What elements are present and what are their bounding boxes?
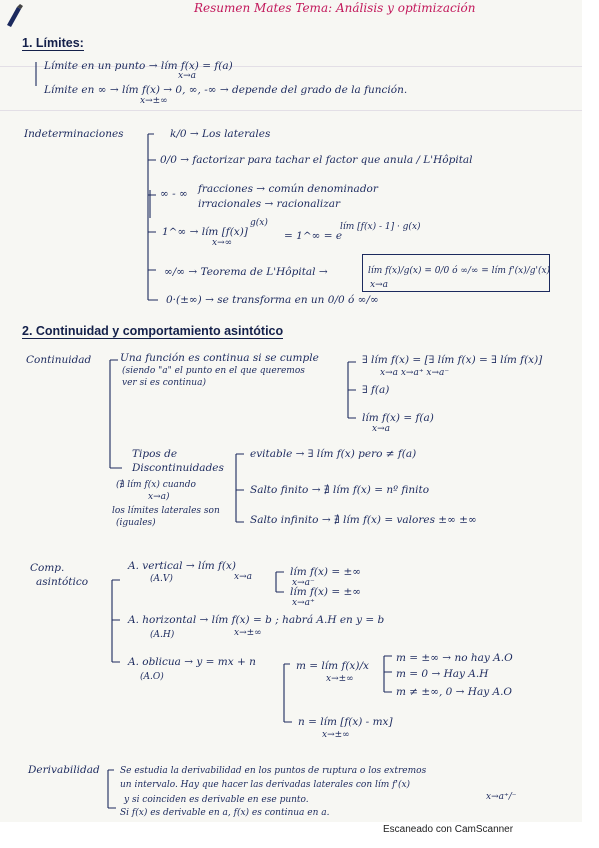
asym-vertical-right-sub: x→a⁺: [292, 598, 315, 608]
asym-vertical: A. vertical → lím f(x): [128, 560, 236, 572]
discont-types-3: (∄ lím f(x) cuando: [116, 480, 196, 490]
indet-0-over-0: 0/0 → factorizar para tachar el factor que anula / L'Hôpital: [160, 154, 473, 166]
derivability-line4: Si f(x) es derivable en a, f(x) es continua en a.: [120, 808, 330, 818]
discont-types-2: Discontinuidades: [132, 462, 224, 474]
asym-vertical-left: lím f(x) = ±∞: [290, 566, 362, 578]
discont-types-5: los límites laterales son: [112, 506, 220, 516]
indet-exp-result: = 1^∞ = e: [284, 230, 343, 242]
oblique-m-case3: m ≠ ±∞, 0 → Hay A.O: [396, 686, 513, 698]
page-title: Resumen Mates Tema: Análisis y optimización: [194, 1, 476, 15]
lhopital-formula: lím f(x)/g(x) = 0/0 ó ∞/∞ = lím f'(x)/g'(x): [368, 266, 551, 276]
oblique-m-sub: x→±∞: [326, 674, 354, 684]
asymptotic-heading-2: asintótico: [36, 576, 89, 588]
oblique-n-formula: n = lím [f(x) - mx]: [298, 716, 393, 728]
derivability-line2: un intervalo. Hay que hacer las derivadas laterales con lím f'(x): [120, 780, 411, 790]
derivability-sub: x→a⁺/⁻: [486, 792, 517, 802]
asym-vertical-sub: x→a: [234, 572, 252, 582]
discont-types-4: x→a): [148, 492, 170, 502]
continuity-def-line1: Una función es continua si se cumple: [120, 352, 319, 364]
limit-point-sub: x→a: [178, 71, 196, 81]
asym-vertical-left-sub: x→a⁻: [292, 578, 315, 588]
asym-vertical-label: (A.V): [150, 574, 173, 584]
indet-lhopital: ∞/∞ → Teorema de L'Hôpital →: [164, 266, 328, 278]
oblique-m-case1: m = ±∞ → no hay A.O: [396, 652, 513, 664]
limit-infinity-sub: x→±∞: [140, 96, 168, 106]
asym-horizontal-label: (A.H): [150, 630, 175, 640]
indet-irrationals: irracionales → racionalizar: [198, 198, 341, 210]
asym-oblique: A. oblicua → y = mx + n: [128, 656, 256, 668]
oblique-m-formula: m = lím f(x)/x: [296, 660, 369, 672]
indet-exp-sub: x→∞: [212, 238, 233, 248]
indet-zero-times-inf: 0·(±∞) → se transforma en un 0/0 ó ∞/∞: [166, 294, 379, 306]
asym-horizontal: A. horizontal → lím f(x) = b ; habrá A.H en y = b: [128, 614, 385, 626]
asymptotic-heading-1: Comp.: [30, 562, 65, 574]
continuity-cond1: ∃ lím f(x) = [∃ lím f(x) = ∃ lím f(x)]: [362, 354, 543, 366]
derivability-line1: Se estudia la derivabilidad en los puntos de ruptura o los extremos: [120, 766, 427, 776]
indet-fractions: fracciones → común denominador: [198, 183, 378, 195]
scanner-watermark: Escaneado con CamScanner: [383, 824, 514, 835]
limit-point: Límite en un punto → lím f(x) = f(a): [44, 60, 233, 72]
continuity-cond1-sub: x→a x→a⁺ x→a⁻: [380, 368, 450, 378]
lhopital-sub: x→a: [370, 280, 388, 290]
indet-exp-exponent: lím [f(x) - 1] · g(x): [340, 222, 421, 232]
section-limits-heading: 1. Límites:: [22, 36, 84, 50]
asym-vertical-right: lím f(x) = ±∞: [290, 586, 362, 598]
discont-types-6: (iguales): [116, 518, 156, 528]
oblique-m-case2: m = 0 → Hay A.H: [396, 668, 489, 680]
derivability-line3: y si coinciden es derivable en ese punto.: [124, 795, 309, 805]
indet-exp-sup: g(x): [250, 218, 268, 228]
oblique-n-sub: x→±∞: [322, 730, 350, 740]
derivability-heading: Derivabilidad: [28, 764, 100, 776]
discont-salto-infinito: Salto infinito → ∄ lím f(x) = valores ±∞ ±∞: [250, 514, 477, 526]
continuity-cond3-sub: x→a: [372, 424, 390, 434]
continuity-def-line3: ver si es continua): [122, 378, 206, 388]
indeterminations-heading: Indeterminaciones: [24, 128, 124, 140]
continuity-cond3: lím f(x) = f(a): [362, 412, 434, 424]
indet-inf-minus-inf: ∞ - ∞: [160, 188, 188, 200]
discont-salto-finito: Salto finito → ∄ lím f(x) = nº finito: [250, 484, 430, 496]
asym-horizontal-sub: x→±∞: [234, 628, 262, 638]
indet-one-power-inf: 1^∞ → lím [f(x)]: [162, 226, 248, 238]
continuity-def-line2: (siendo "a" el punto en el que queremos: [122, 366, 305, 376]
continuity-cond2: ∃ f(a): [362, 384, 390, 396]
limit-infinity: Límite en ∞ → lím f(x) → 0, ∞, -∞ → depende del grado de la función.: [44, 84, 408, 96]
discont-types-1: Tipos de: [132, 448, 178, 460]
discont-evitable: evitable → ∃ lím f(x) pero ≠ f(a): [250, 448, 417, 460]
indet-k-over-0: k/0 → Los laterales: [170, 128, 271, 140]
asym-oblique-label: (A.O): [140, 672, 164, 682]
section-continuity-heading: 2. Continuidad y comportamiento asintótico: [22, 324, 284, 338]
continuity-heading: Continuidad: [26, 354, 92, 366]
